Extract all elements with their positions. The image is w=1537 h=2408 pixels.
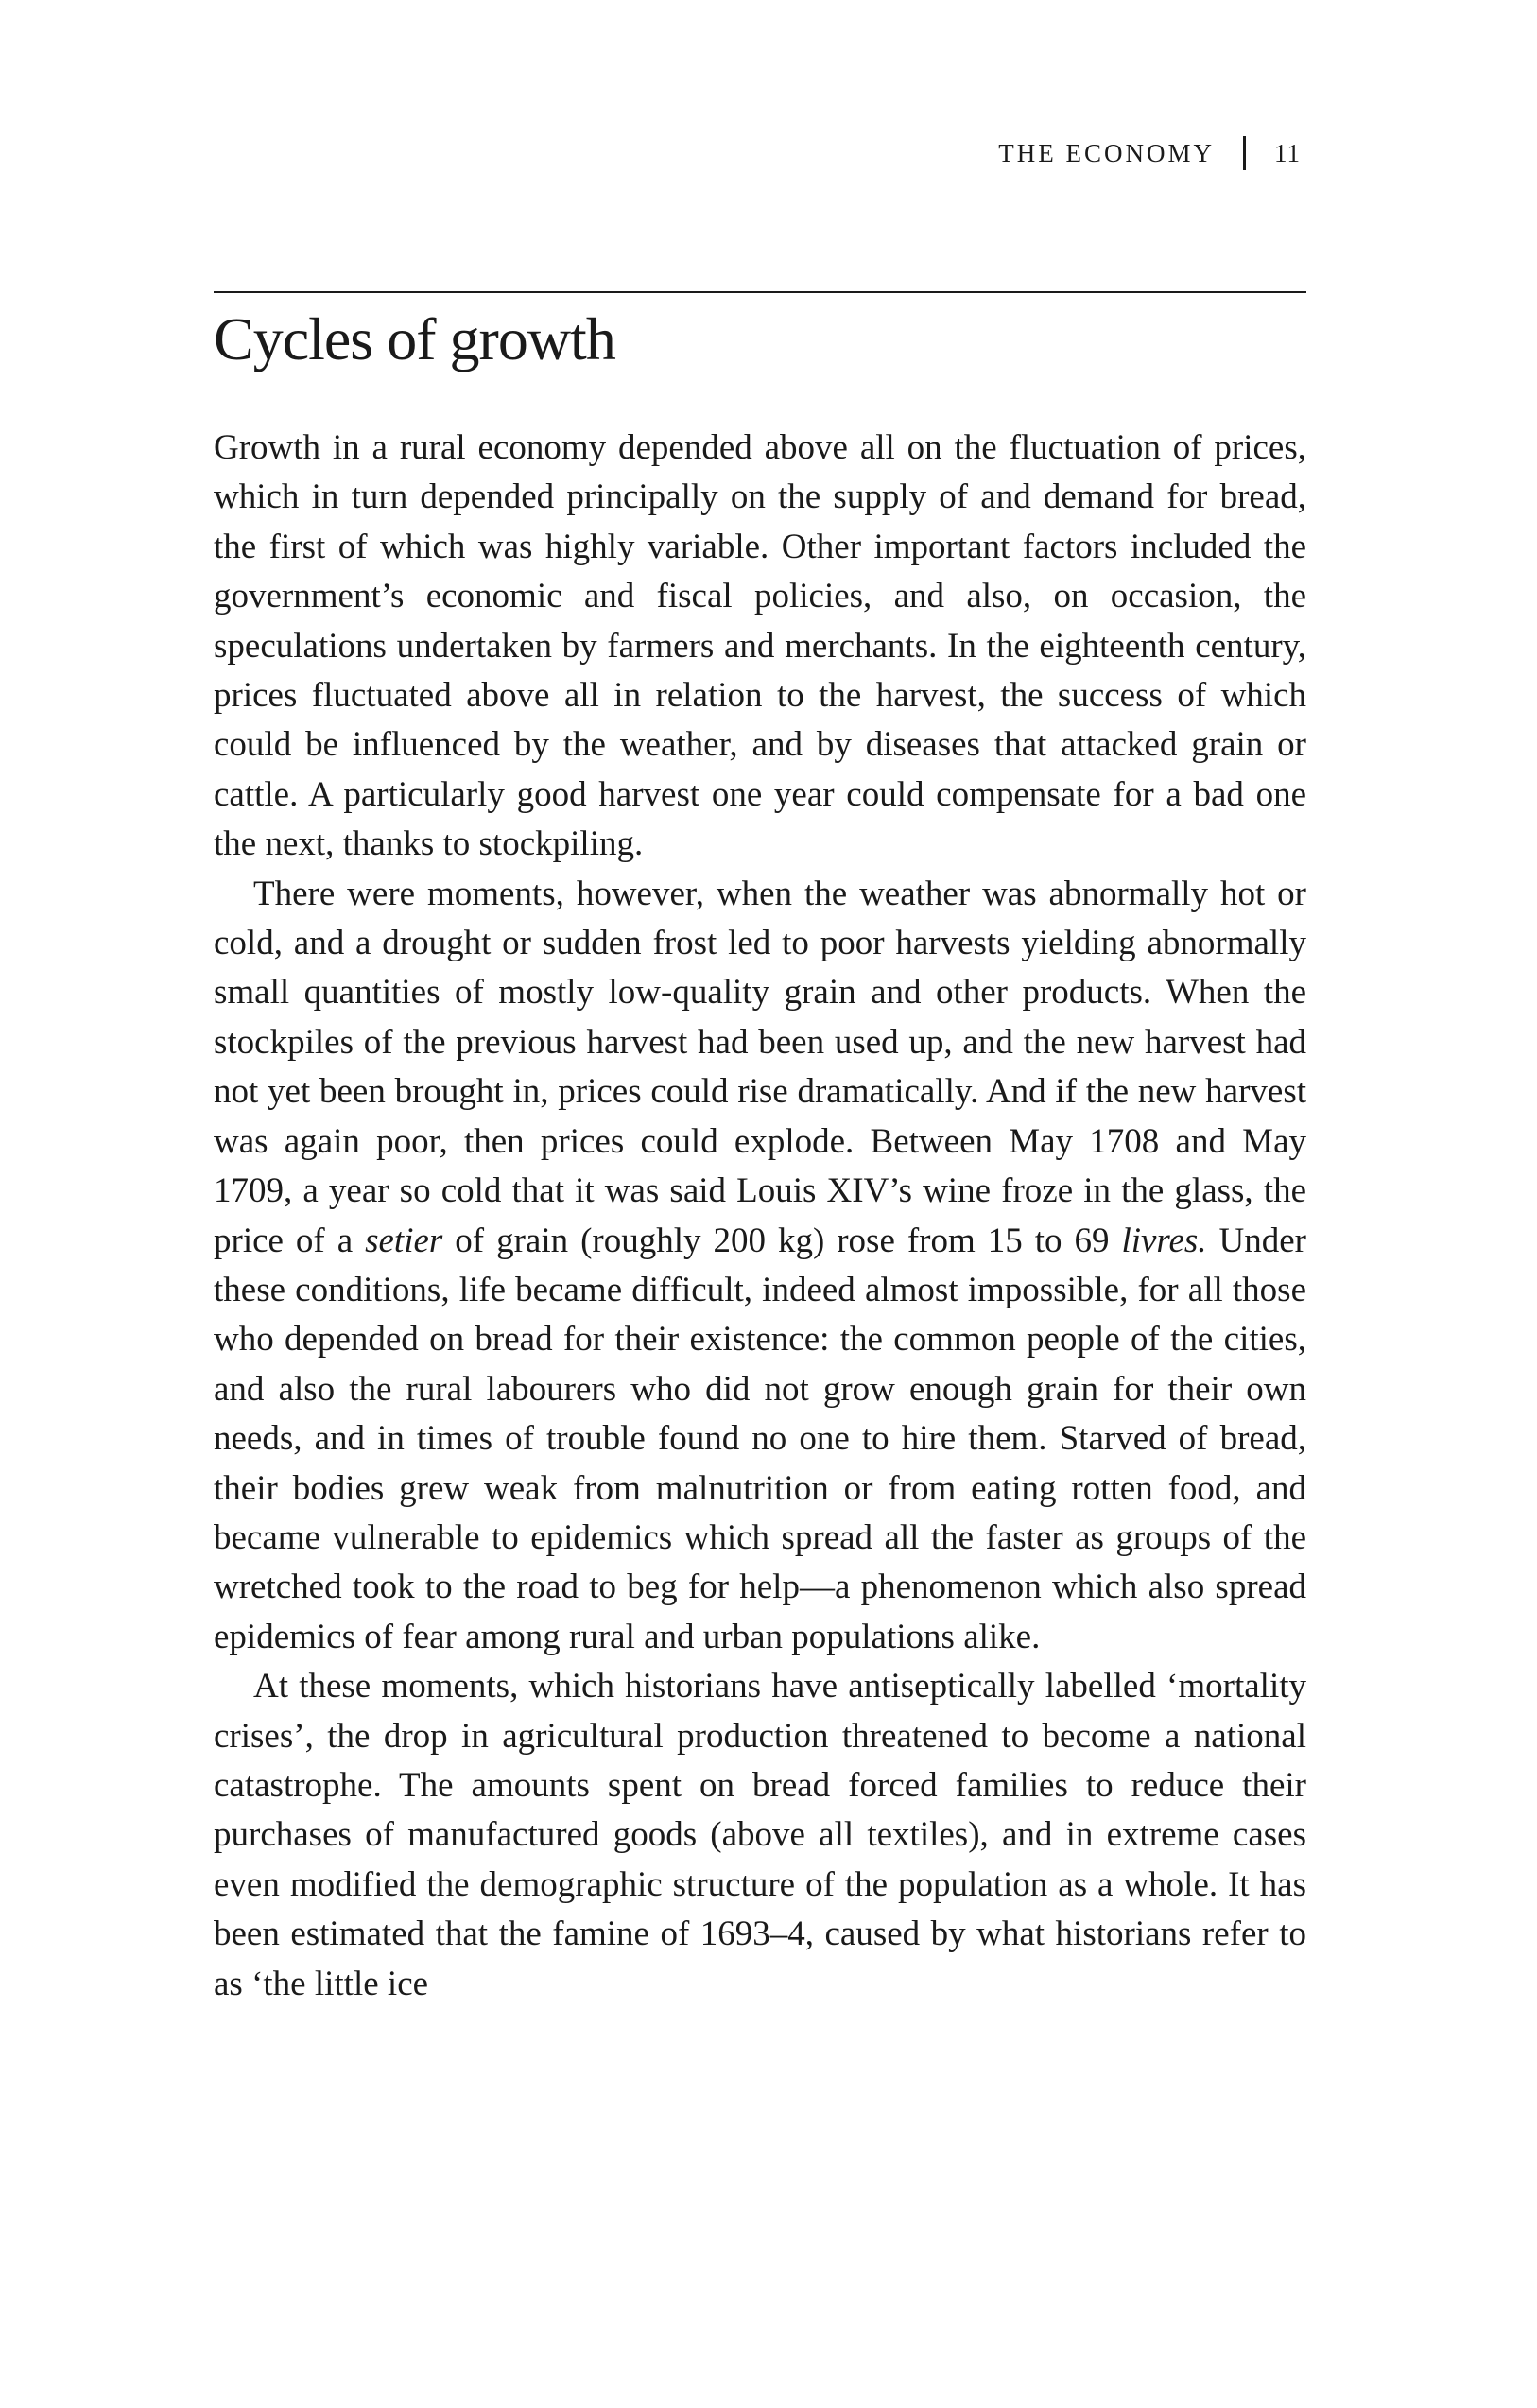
paragraph-2-text-b: of grain (roughly 200 kg) rose from 15 to 69 (442, 1221, 1122, 1260)
paragraph-3: At these moments, which historians have antiseptically labelled ‘mortality crises’, the drop in agricultural production threatened to become a national catastrophe. The amounts spent on bread forced families to reduce their purchases of manufactured goods (above all textiles), and in extreme cases even modified the demographic structure of the population as a whole. It has been estimated that the famine of 1693–4, caused by what historians refer to as ‘the little ice (214, 1667, 1306, 2003)
paragraph-2-text-a: There were moments, however, when the weather was abnormally hot or cold, and a drought or sudden frost led to poor harvests yielding abnormally small quantities of mostly low-quality grain and other products. When the stockpiles of the previous harvest had been used up, and the new harvest had not yet been brought in, prices could rise dramatically. And if the new harvest was again poor, then prices could explode. Between May 1708 and May 1709, a year so cold that it was said Louis XIV’s wine froze in the glass, the price of a (214, 874, 1306, 1260)
paragraph-1: Growth in a rural economy depended above all on the fluctuation of prices, which in turn depended principally on the supply of and demand for bread, the first of which was highly variable. Other important factors included the government’s economic and fiscal policies, and also, on occasion, the speculations undertaken by farmers and merchants. In the eighteenth century, prices fluctuated above all in relation to the harvest, the success of which could be influenced by the weather, and by diseases that attacked grain or cattle. A particularly good harvest one year could compensate for a bad one the next, thanks to stockpiling. (214, 428, 1306, 864)
section-title: Cycles of growth (214, 305, 615, 372)
page-number: 11 (1274, 138, 1301, 167)
running-head-separator (1243, 136, 1246, 170)
section-rule (214, 291, 1306, 293)
body-text (214, 424, 1306, 2009)
italic-term-setier: setier (365, 1221, 443, 1260)
running-head (998, 136, 1301, 170)
italic-term-livres: livres. (1121, 1221, 1207, 1260)
paragraph-2 (214, 870, 1306, 1663)
paragraph-2-text-c: Under these conditions, life became difficult, indeed almost impossible, for all those who depended on bread for their existence: the common people of the cities, and also the rural labourers who did not grow enough grain for their own needs, and in times of trouble found no one to hire them. Starved of bread, their bodies grew weak from malnutrition or from eating rotten food, and became vulnerable to epidemics which spread all the faster as groups of the wretched took to the road to beg for help—a phenomenon which also spread epidemics of fear among rural and urban populations alike. (214, 1221, 1306, 1656)
running-title: THE ECONOMY (998, 138, 1215, 167)
